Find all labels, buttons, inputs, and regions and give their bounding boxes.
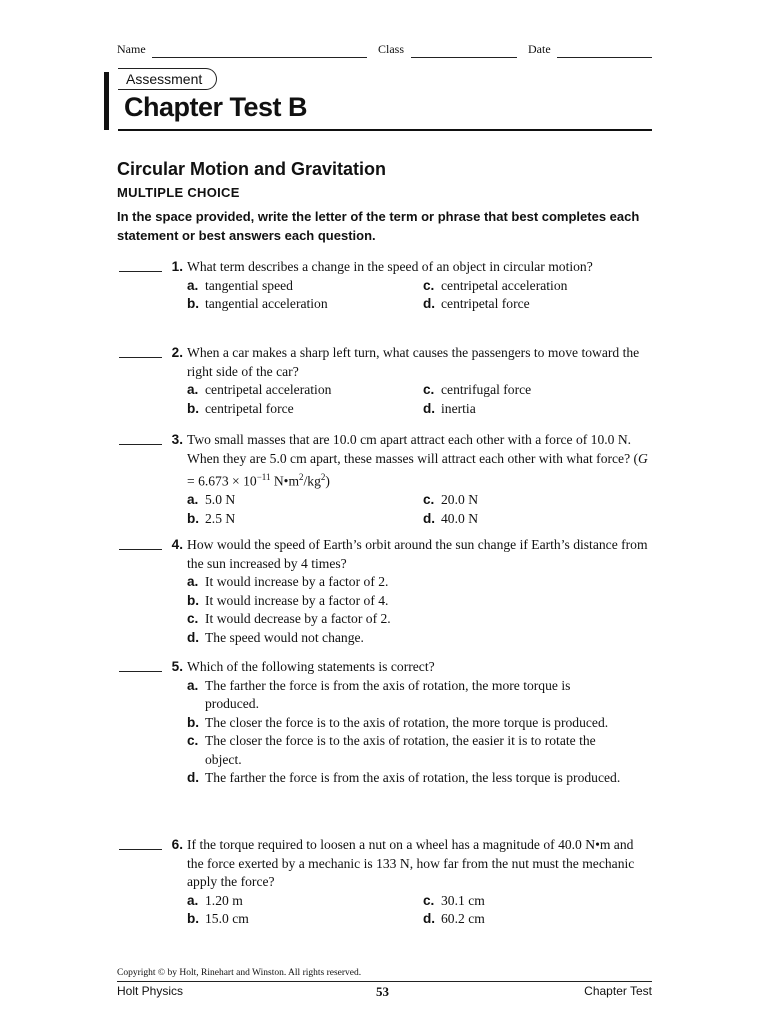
answer-options <box>187 277 652 314</box>
option-c: c. centripetal acceleration <box>423 277 568 293</box>
title-accent-bar <box>104 72 109 130</box>
date-field[interactable] <box>557 57 652 58</box>
section-heading: MULTIPLE CHOICE <box>117 185 240 200</box>
option-b: b. tangential acceleration <box>187 296 328 311</box>
option-c: c. 30.1 cm <box>423 892 485 908</box>
option-a: a. It would increase by a factor of 2. <box>187 574 389 589</box>
question-2 <box>117 344 652 418</box>
answer-blank[interactable] <box>119 357 162 358</box>
option-b: b. 2.5 N <box>187 510 236 526</box>
option-a: a. 1.20 m <box>187 892 243 908</box>
answer-options <box>187 892 652 929</box>
option-c: c. The closer the force is to the axis of rotation, the easier it is to rotate the object. <box>187 733 596 767</box>
class-label: Class <box>378 42 405 56</box>
student-info-header <box>117 42 652 62</box>
option-d: d. The speed would not change. <box>187 629 364 645</box>
name-label: Name <box>117 42 146 56</box>
question-text: Which of the following statements is correct? <box>187 659 435 674</box>
question-text: If the torque required to loosen a nut on a wheel has a magnitude of 40.0 N•m and the force exerted by a mechanic is 133 N, how far from the nut must the mechanic apply the force? <box>187 837 635 889</box>
question-text: How would the speed of Earth’s orbit around the sun change if Earth’s distance from the sun increased by 4 times? <box>187 537 648 571</box>
copyright-notice: Copyright © by Holt, Rinehart and Winston. All rights reserved. <box>117 968 362 978</box>
question-number: 6. <box>171 837 183 852</box>
assessment-tab: Assessment <box>118 68 217 90</box>
option-b: b. centripetal force <box>187 400 294 416</box>
option-a: a. 5.0 N <box>187 492 236 508</box>
answer-options <box>187 491 652 528</box>
footer-divider <box>117 981 652 982</box>
option-d: d. 40.0 N <box>423 510 479 526</box>
question-3 <box>117 431 652 528</box>
answer-options <box>187 381 652 418</box>
question-5 <box>117 658 652 788</box>
answer-blank[interactable] <box>119 849 162 850</box>
option-d: d. 60.2 cm <box>423 911 485 926</box>
option-a: a. centripetal acceleration <box>187 382 332 397</box>
option-d: d. inertia <box>423 400 476 416</box>
question-number: 5. <box>171 659 183 674</box>
option-a: a. The farther the force is from the axis of rotation, the more torque is produced. <box>187 677 571 711</box>
answer-blank[interactable] <box>119 271 162 272</box>
option-c: c. It would decrease by a factor of 2. <box>187 611 391 626</box>
answer-options <box>187 573 652 647</box>
question-text: When a car makes a sharp left turn, what causes the passengers to move toward the right side of the car? <box>187 345 640 379</box>
name-field[interactable] <box>152 57 367 58</box>
question-number: 1. <box>171 259 183 274</box>
question-6 <box>117 836 652 929</box>
instructions: In the space provided, write the letter of the term or phrase that best completes each statement or best answers each question. <box>117 209 640 243</box>
option-b: b. The closer the force is to the axis of rotation, the more torque is produced. <box>187 714 609 730</box>
topic-heading: Circular Motion and Gravitation <box>117 159 387 179</box>
answer-options <box>187 677 627 788</box>
question-number: 3. <box>171 432 183 447</box>
answer-blank[interactable] <box>119 444 162 445</box>
option-d: d. centripetal force <box>423 296 530 311</box>
footer-book-title: Holt Physics <box>117 984 184 998</box>
chapter-title: Chapter Test B <box>124 92 308 122</box>
date-label: Date <box>528 42 551 56</box>
option-c: c. centrifugal force <box>423 382 532 397</box>
option-b: b. 15.0 cm <box>187 911 249 926</box>
question-number: 4. <box>171 537 183 552</box>
question-text: What term describes a change in the speed of an object in circular motion? <box>187 259 593 274</box>
option-b: b. It would increase by a factor of 4. <box>187 592 389 608</box>
answer-blank[interactable] <box>119 671 162 672</box>
option-c: c. 20.0 N <box>423 492 479 508</box>
title-divider <box>118 129 652 131</box>
footer-chapter-label: Chapter Test <box>584 984 652 998</box>
question-4 <box>117 536 652 647</box>
question-text: Two small masses that are 10.0 cm apart attract each other with a force of 10.0 N. When they are 5.0 cm apart, these masses will attract each other with what force? ($G = 6.673 \times 10^{-11}$ $N•m^2/kg^2$) <box>187 432 648 489</box>
page-number: 53 <box>376 984 389 999</box>
question-number: 2. <box>171 345 183 360</box>
class-field[interactable] <box>411 57 517 58</box>
option-d: d. The farther the force is from the axis of rotation, the less torque is produced. <box>187 770 621 785</box>
option-a: a. tangential speed <box>187 277 293 293</box>
question-1 <box>117 258 652 314</box>
answer-blank[interactable] <box>119 549 162 550</box>
